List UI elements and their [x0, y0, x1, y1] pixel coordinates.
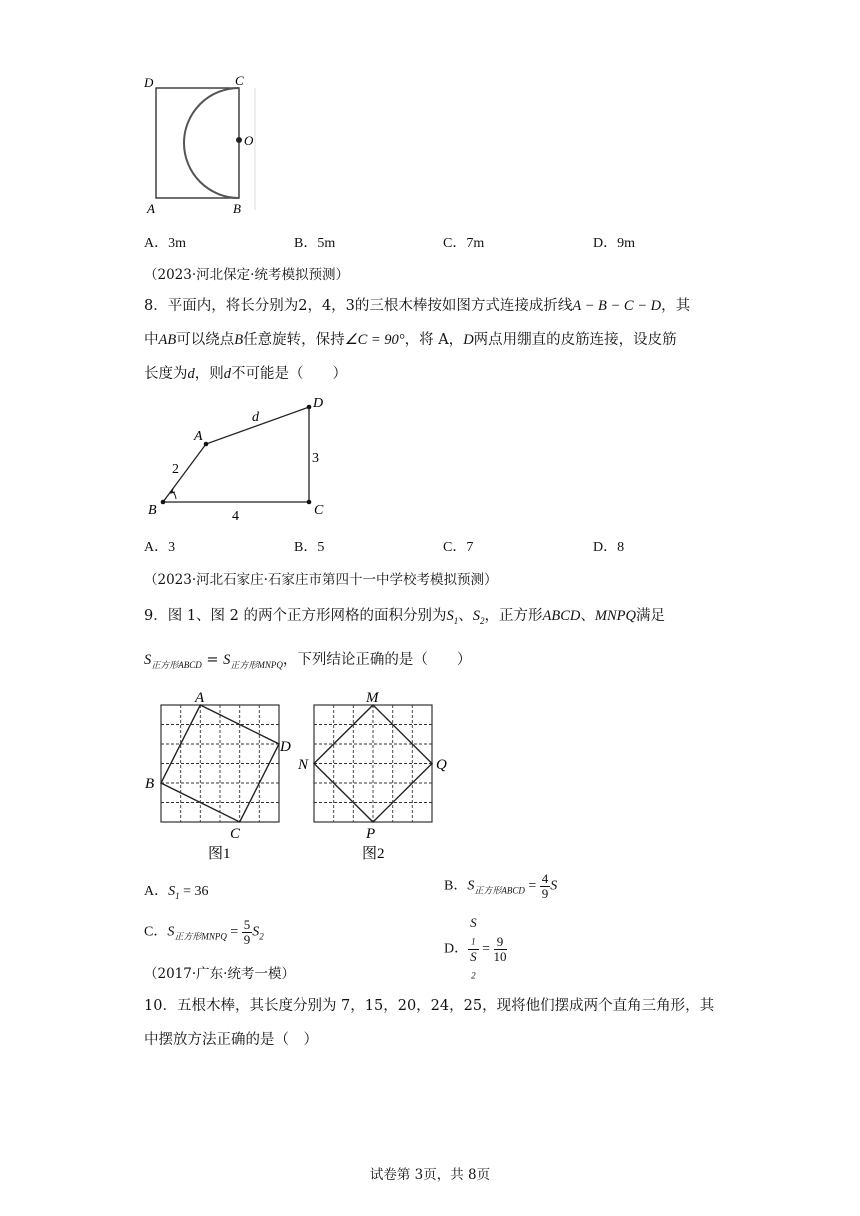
q8-stem-line3: 长度为d，则d不可能是（ ） — [144, 366, 347, 382]
q8-label-C: C — [314, 503, 324, 518]
q7-figure — [140, 70, 270, 220]
q7-option-a[interactable]: A．3m — [144, 236, 186, 251]
q8-option-c[interactable]: C．7 — [443, 540, 474, 555]
q9-option-c[interactable]: C．$S_{正方形MNPQ}$ = $\frac{5}{9}$ $S_2$ — [144, 917, 264, 947]
q8-stem-line2: 中AB可以绕点B任意旋转，保持∠C = 90°，将 A，D两点用绷直的皮筋连接，设皮筋 — [144, 332, 677, 348]
q7-label-A: A — [147, 201, 155, 216]
q7-option-c[interactable]: C．7m — [443, 236, 485, 251]
q8-stem-line1: 8．平面内，将长分别为2，4，3的三根木棒按如图方式连接成折线A − B − C − D，其 — [144, 298, 691, 314]
q9-fig1-label-A: A — [195, 690, 205, 706]
q8-option-b[interactable]: B．5 — [294, 540, 325, 555]
q7-label-C: C — [235, 73, 244, 88]
q9-fig2-label-N: N — [298, 757, 309, 773]
q9-grid-2 — [314, 705, 432, 822]
q9-option-d[interactable]: D． S $_1$ S $_2$ = $\frac{9}{10}$ — [444, 915, 507, 981]
q7-option-d[interactable]: D．9m — [593, 236, 635, 251]
q9-figure — [140, 685, 470, 865]
q10-source: （2017·广东·统考一模） — [144, 966, 295, 982]
q9-grid-1 — [161, 705, 279, 822]
q7-label-D: D — [144, 75, 154, 90]
q8-figure — [140, 390, 340, 525]
page-footer: 试卷第 3页，共 8页 — [369, 1167, 491, 1183]
q10-stem-line2: 中摆放方法正确的是（ ） — [144, 1032, 318, 1048]
q8-label-B: B — [148, 503, 157, 518]
q7-option-b[interactable]: B．5m — [294, 236, 336, 251]
q7-label-B: B — [233, 201, 241, 216]
q9-stem-line1: 9．图 1、图 2 的两个正方形网格的面积分别为$S_1$、$S_2$，正方形ABCD、MNPQ满足 — [144, 608, 665, 626]
q9-source: （2023·河北石家庄·石家庄市第四十一中学校考模拟预测） — [144, 572, 498, 588]
q9-fig2-label-P: P — [366, 826, 376, 842]
q9-fig1-label-C: C — [230, 826, 241, 842]
q8-option-a[interactable]: A．3 — [144, 540, 176, 555]
q9-option-a[interactable]: A．$S_1 = 36$ — [144, 884, 209, 901]
q8-label-A: A — [194, 429, 203, 444]
q9-fig2-label-M: M — [366, 690, 379, 706]
q9-fig1-label-B: B — [145, 776, 155, 792]
q10-stem-line1: 10．五根木棒，其长度分别为 7，15，20，24，25，现将他们摆成两个直角三角形，其 — [144, 998, 715, 1014]
q7-label-O: O — [244, 133, 254, 148]
q8-label-D: D — [313, 396, 324, 411]
q8-length-ab: 2 — [172, 462, 179, 477]
q9-fig1-caption: 图1 — [208, 846, 231, 862]
q9-option-b[interactable]: B．$S_{正方形ABCD}$ = $\frac{4}{9}$ S — [444, 871, 558, 901]
q9-stem-line2: $S_{正方形ABCD} = S_{正方形MNPQ}$，下列结论正确的是（ ） — [144, 652, 472, 670]
q8-source: （2023·河北保定·统考模拟预测） — [144, 267, 349, 283]
q8-length-bc: 4 — [232, 509, 239, 524]
q8-length-cd: 3 — [312, 451, 319, 466]
q9-fig1-label-D: D — [280, 739, 291, 755]
q9-fig2-caption: 图2 — [362, 846, 385, 862]
q8-option-d[interactable]: D．8 — [593, 540, 625, 555]
q8-label-d: d — [252, 410, 259, 425]
q9-fig2-label-Q: Q — [436, 757, 447, 773]
